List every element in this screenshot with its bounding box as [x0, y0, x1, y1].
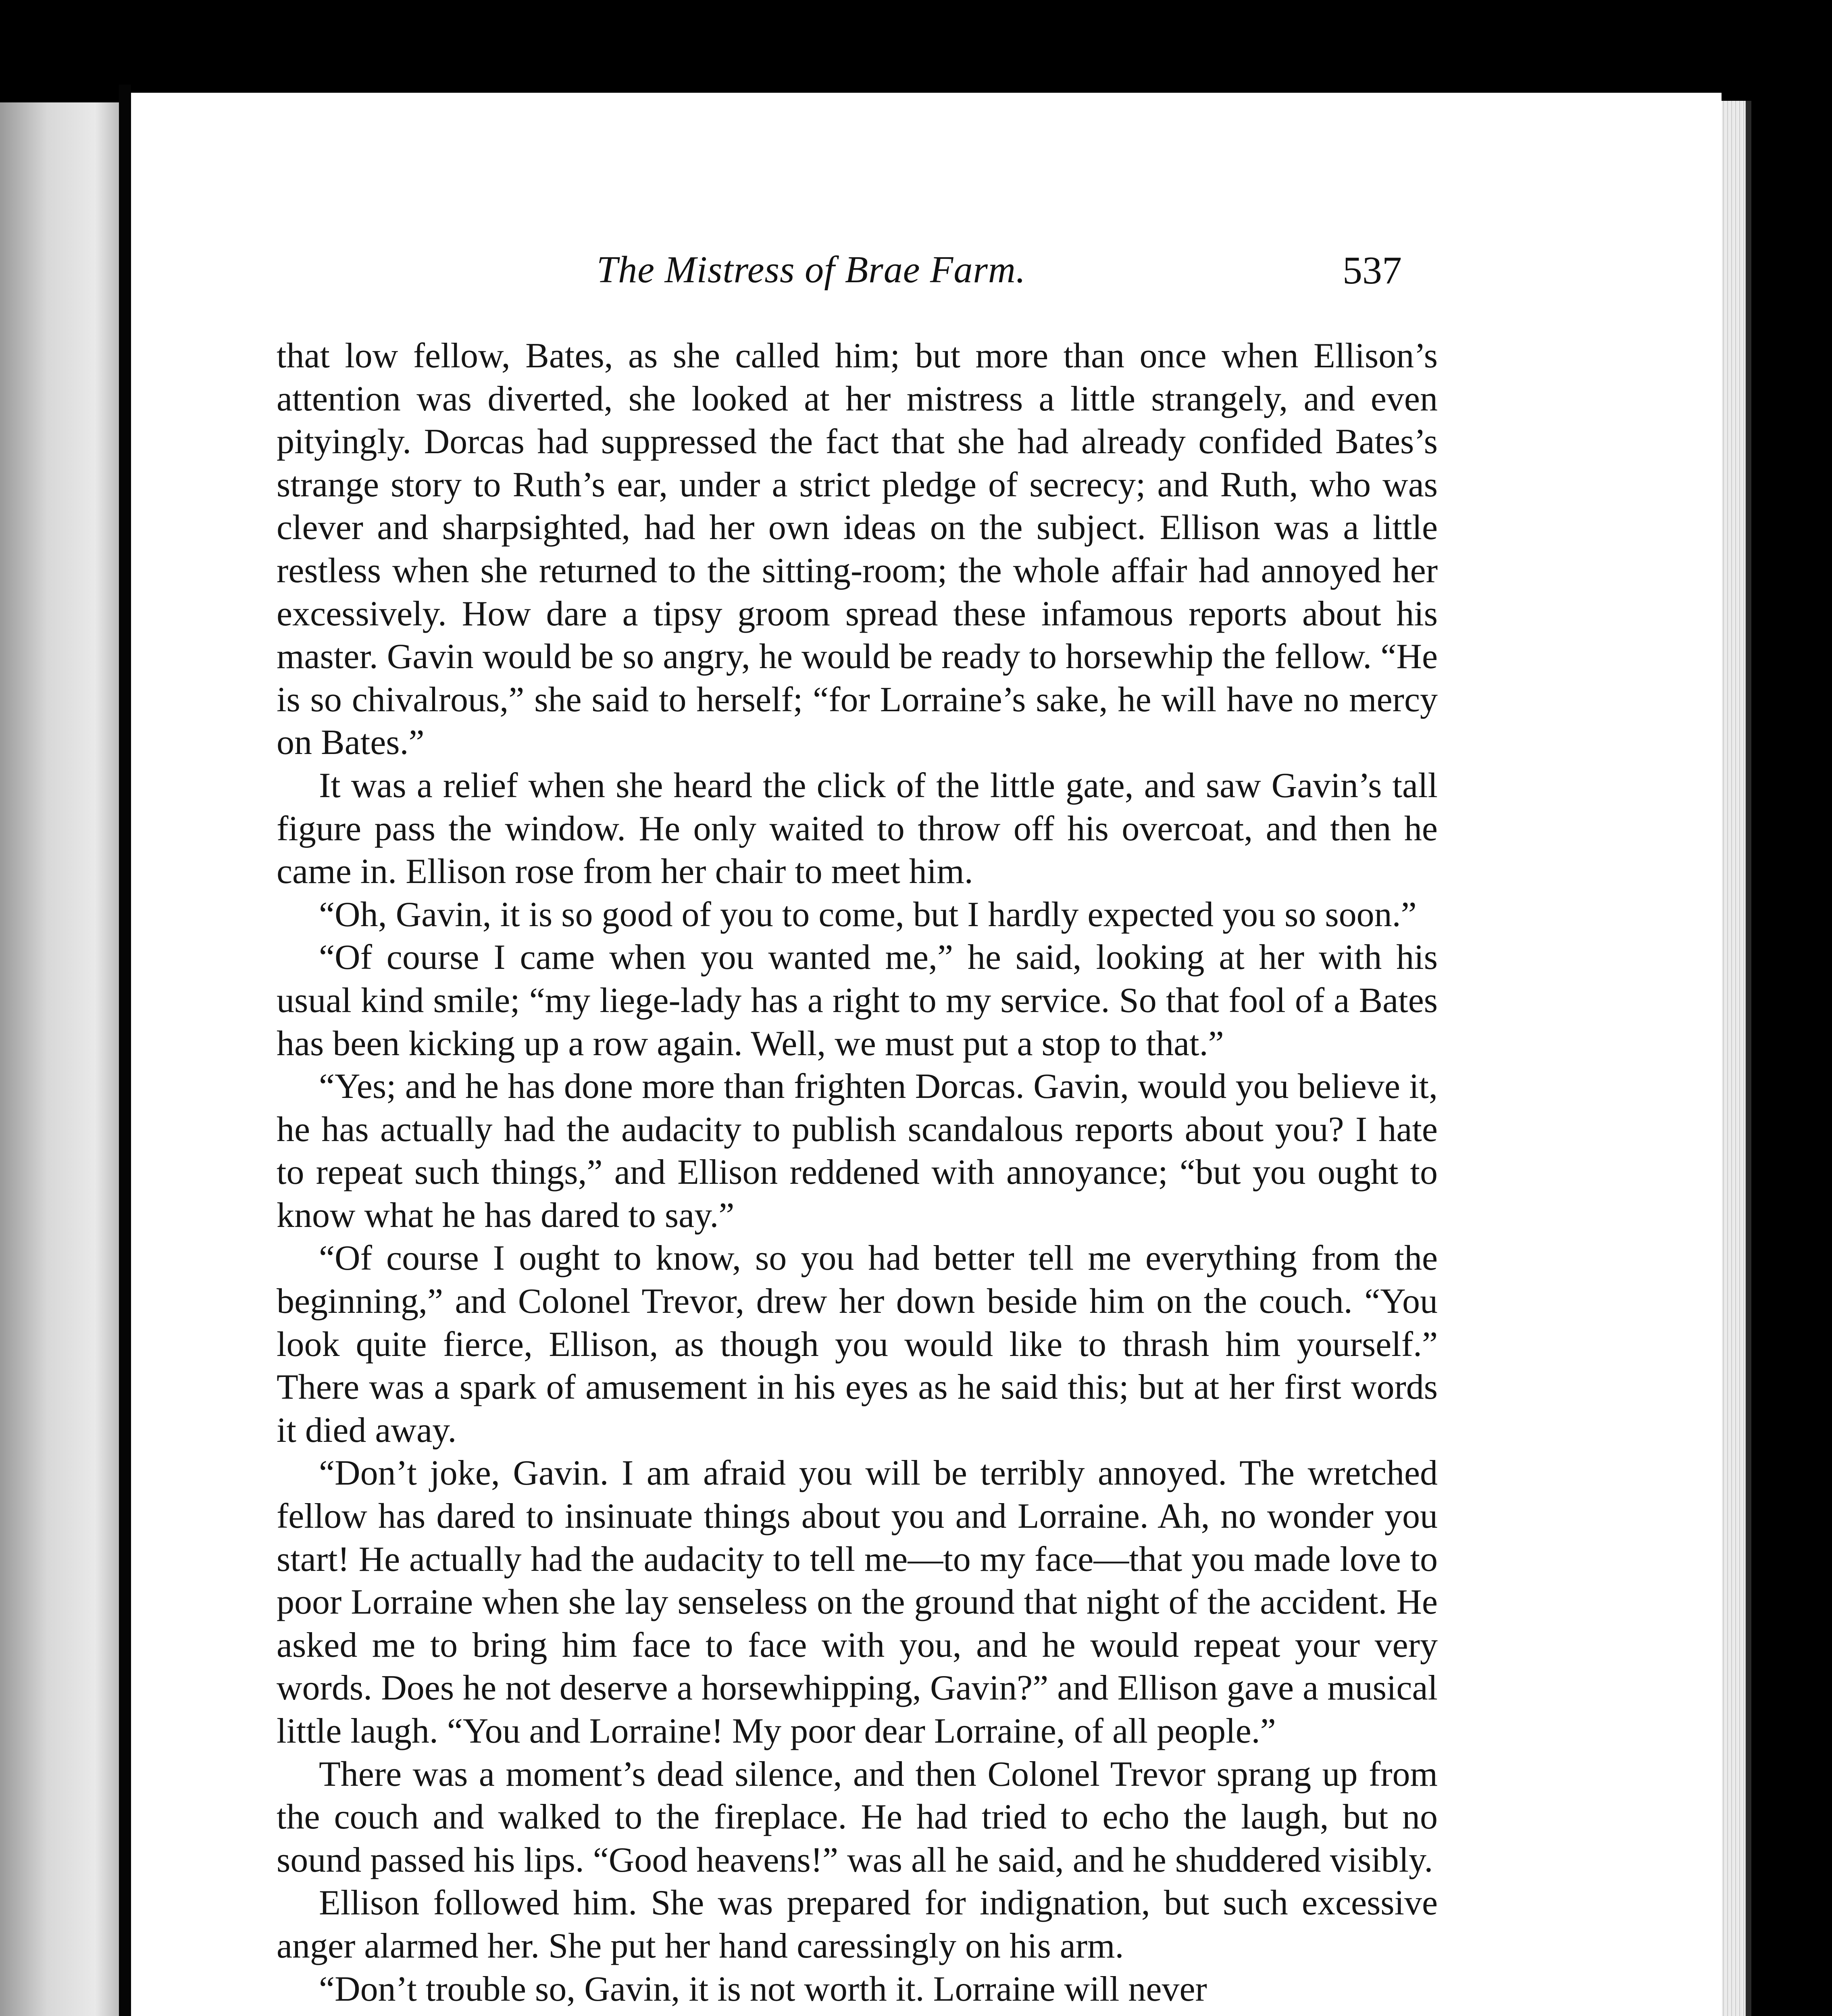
paragraph-7: “Don’t joke, Gavin. I am afraid you will be terribly annoyed. The wretched fellow has dared to insinuate things about you and Lorraine. Ah, no wonder you start! He actually had the audacity to tell me—to my face—that you made love to poor Lorraine when she lay senseless on the ground that night of the accident. He asked me to bring him face to face with you, and he would repeat your very words. Does he not deserve a horsewhipping, Gavin?” and Ellison gave a musical little laugh. “You and Lorraine! My poor dear Lorraine, of all people.” — [277, 1454, 1438, 1751]
page-body — [277, 335, 1438, 2011]
paragraph-4: “Of course I came when you wanted me,” he said, looking at her with his usual kind smile; “my liege-lady has a right to my service. So that fool of a Bates has been kicking up a row again. Well, we must put a stop to that.” — [277, 938, 1438, 1063]
paragraph-9: Ellison followed him. She was prepared for indignation, but such excessive anger alarmed her. She put her hand caressingly on his arm. — [277, 1883, 1438, 1966]
page-number: 537 — [1343, 249, 1402, 292]
paragraph-5: “Yes; and he has done more than frighten Dorcas. Gavin, would you believe it, he has actually had the audacity to publish scandalous reports about you? I hate to repeat such things,” and Ellison reddened with annoyance; “but you ought to know what he has dared to say.” — [277, 1067, 1438, 1235]
page-stack-shadow — [1746, 101, 1751, 2016]
running-title: The Mistress of Brae Farm. — [597, 249, 1026, 291]
paragraph-10: “Don’t trouble so, Gavin, it is not worth it. Lorraine will never — [319, 1969, 1207, 2009]
paragraph-6: “Of course I ought to know, so you had better tell me everything from the beginning,” and Colonel Trevor, drew her down beside him on the couch. “You look quite fierce, Ellison, as though you would like to thrash him yourself.” There was a spark of amusement in his eyes as he said this; but at her first words it died away. — [277, 1239, 1438, 1450]
paragraph-8: There was a moment’s dead silence, and then Colonel Trevor sprang up from the couch and walked to the fireplace. He had tried to echo the laugh, but no sound passed his lips. “Good heavens!” was all he said, and he shuddered visibly. — [277, 1754, 1438, 1880]
paragraph-3: “Oh, Gavin, it is so good of you to come, but I hardly expected you so soon.” — [319, 895, 1417, 934]
paragraph-1: that low fellow, Bates, as she called him; but more than once when Ellison’s attention was diverted, she looked at her mistress a little strangely, and even pityingly. Dorcas had suppressed the fact that she had already confided Bates’s strange story to Ruth’s ear, under a strict pledge of secrecy; and Ruth, who was clever and sharpsighted, had her own ideas on the subject. Ellison was a little restless when she returned to the sitting-room; the whole affair had annoyed her excessively. How dare a tipsy groom spread these infamous reports about his master. Gavin would be so angry, he would be ready to horsewhip the fellow. “He is so chivalrous,” she said to herself; “for Lorraine’s sake, he will have no mercy on Bates.” — [277, 336, 1438, 762]
page-stack-edge — [1722, 101, 1746, 2016]
facing-page-edge — [0, 102, 119, 2016]
paragraph-2: It was a relief when she heard the click of the little gate, and saw Gavin’s tall figure pass the window. He only waited to throw off his overcoat, and then he came in. Ellison rose from her chair to meet him. — [277, 766, 1438, 891]
book-gutter — [119, 85, 131, 2016]
